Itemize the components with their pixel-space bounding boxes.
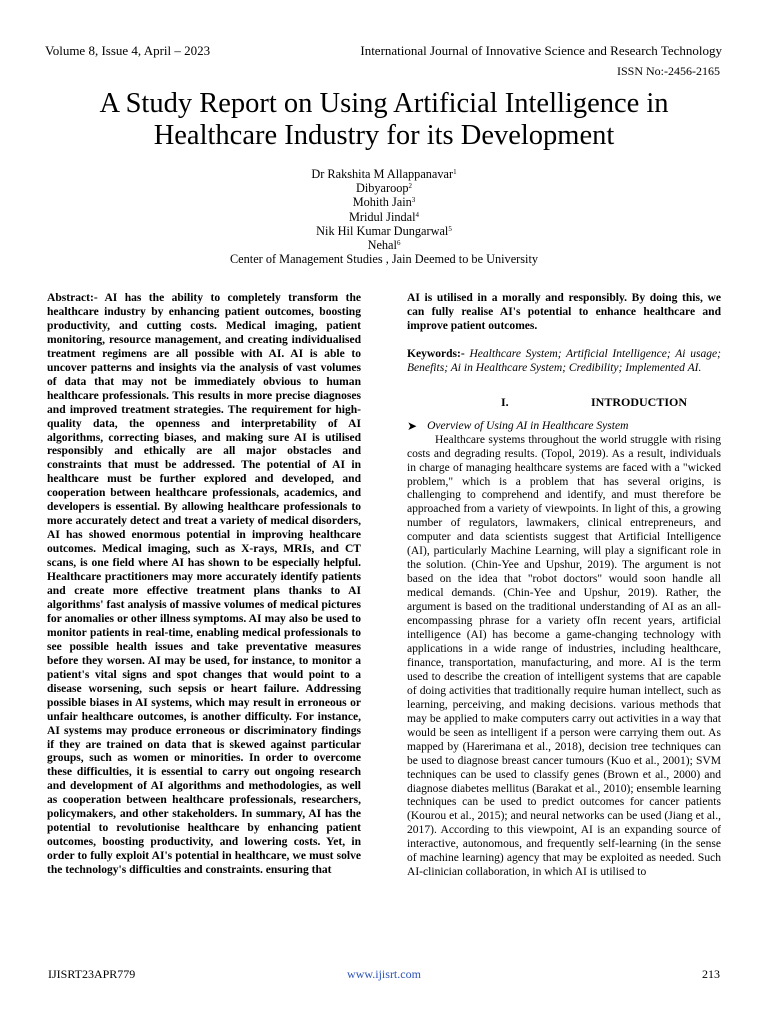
volume-issue: Volume 8, Issue 4, April – 2023 bbox=[45, 43, 211, 58]
subsection-heading bbox=[407, 420, 721, 434]
title-line-1: A Study Report on Using Artificial Intelligence in bbox=[99, 88, 669, 119]
section-title: INTRODUCTION bbox=[590, 394, 687, 409]
journal-name: International Journal of Innovative Science and Research Technology bbox=[360, 43, 722, 58]
page-number: 213 bbox=[702, 967, 720, 981]
author: Dr Rakshita M Allappanavar$^1$ bbox=[311, 167, 457, 181]
arrow-bullet-icon: ➤ bbox=[407, 418, 418, 433]
abstract-continued: AI is utilised in a morally and responsibly. By doing this, we can fully realise AI's potential to enhance healthcare and improve patient outcomes. bbox=[407, 292, 721, 332]
intro-paragraph: Healthcare systems throughout the world struggle with rising costs and degrading results. (Topol, 2019). As a result, individuals in charge of managing healthcare systems are faced with a "wicked problem," which is a problem that has several origins, is challenging to comprehend and identify, and must therefore be approached from a variety of viewpoints. In light of this, a growing number of regulators, lawmakers, clinical entrepreneurs, and computer and data scientists suggest that Artificial Intelligence (AI), particularly Machine Learning, will play a significant role in the solution. (Chin-Yee and Upshur, 2019). The argument is not based on the idea that "robot doctors" would soon handle all medical demands. (Chin-Yee and Upshur, 2019). Rather, the argument is based on the traditional understanding of AI as an all-encompassing phrase for a variety ofIn recent years, artificial intelligence (AI) has become a game-changing technology with applications in a wide range of industries, including healthcare, finance, transportation, manufacturing, and more. AI is the term used to describe the creation of intelligent systems that are capable of doing activities that traditionally require human intellect, such as learning, perceiving, and making decisions. various methods that may be applied to make computers carry out activities in a way that would be seen as intelligent if a person were carrying them out. As mapped by (Harerimana et al., 2018), decision tree techniques can be used to diagnose breast cancer tumours (Kuo et al., 2001); SVM techniques can be used to classify genes (Brown et al., 2000) and diagnose diabetes mellitus (Barakat et al., 2010); ensemble learning techniques can be used to predict outcomes for cancer patients (Kourou et al., 2015); and neural networks can be used (Jiang et al., 2017). According to this viewpoint, AI is an expanding source of interactive, autonomous, and frequently self-learning (in the sense of machine learning) agency that may be exploited as needed. Such AI-clinician collaboration, in which AI is utilised to bbox=[407, 433, 721, 879]
keywords bbox=[407, 348, 721, 376]
abstract: Abstract:- AI has the ability to completely transform the healthcare industry by enhancing patient outcomes, boosting productivity, and cutting costs. Medical imaging, patient monitoring, resource management, and creating individualised treatment regimens are all possible with AI. AI is able to uncover patterns and insights via the analysis of vast volumes of data that may not be immediately obvious to human healthcare professionals. This results in more precise diagnoses and improved treatment strategies. The requirement for high-quality data, the openness and interpretability of AI algorithms, correcting biases, and making sure AI is utilised responsibly and ethically are all major obstacles and constraints that must be addressed. The potential of AI in healthcare must be further explored and developed, and cooperation between healthcare professionals, academics, and developers is essential. By allowing healthcare professionals to more accurately detect and treat a variety of medical disorders, AI has showed enormous potential in improving healthcare outcomes. Medical imaging, such as X-rays, MRIs, and CT scans, is one field where AI has shown to be especially helpful. Healthcare practitioners may more accurately identify patients and create more effective treatment plans thanks to AI algorithms' fast analysis of massive volumes of medical pictures for anomalies or other illness symptoms. AI may also be used to monitor patients in real-time, enabling medical professionals to see possible health issues and take preventative measures before they worsen. AI may be used, for instance, to monitor a patient's vital signs and spot changes that would point to a disease worsening, such sepsis or heart failure. Addressing possible biases in AI systems, which may result in erroneous or unfair healthcare outcomes, is another difficulty. For instance, AI systems may produce erroneous or discriminatory findings if they are trained on data that is skewed against particular groups, such as women or minorities. In order to overcome these difficulties, it is essential to carry out ongoing research and development of AI algorithms and methodologies, as well as cooperation between healthcare professionals, researchers, policymakers, and other stakeholders. In summary, AI has the potential to revolutionise healthcare by enhancing patient outcomes, boosting productivity, and lowering costs. Yet, in order to fully exploit AI's potential in healthcare, we must solve the technology's difficulties and constraints. ensuring that bbox=[47, 292, 361, 877]
right-column bbox=[407, 292, 721, 880]
paper-title bbox=[30, 88, 738, 152]
title-line-2: Healthcare Industry for its Development bbox=[153, 120, 615, 151]
author: Mohith Jain$^3$ bbox=[352, 195, 416, 210]
section-number: I. bbox=[500, 394, 509, 409]
keywords-text: Healthcare System; Artificial Intelligence; Ai usage; Benefits; Ai in Healthcare System; Credibility; Implemented AI. bbox=[407, 347, 721, 374]
subsection-title: Overview of Using AI in Healthcare System bbox=[427, 419, 629, 432]
keywords-label: Keywords:- bbox=[407, 347, 465, 360]
affiliation: Center of Management Studies , Jain Deemed to be University bbox=[229, 252, 539, 267]
author-block bbox=[100, 167, 668, 266]
author: Nehal$^6$ bbox=[367, 238, 401, 253]
author: Dibyaroop$^2$ bbox=[355, 181, 413, 196]
section-heading bbox=[407, 396, 721, 410]
article-id: IJISRT23APR779 bbox=[48, 967, 136, 981]
author: Mridul Jindal$^4$ bbox=[348, 209, 420, 224]
author: Nik Hil Kumar Dungarwal$^5$ bbox=[316, 223, 452, 238]
issn: ISSN No:-2456-2165 bbox=[616, 64, 720, 78]
journal-url[interactable]: www.ijisrt.com bbox=[347, 967, 421, 981]
